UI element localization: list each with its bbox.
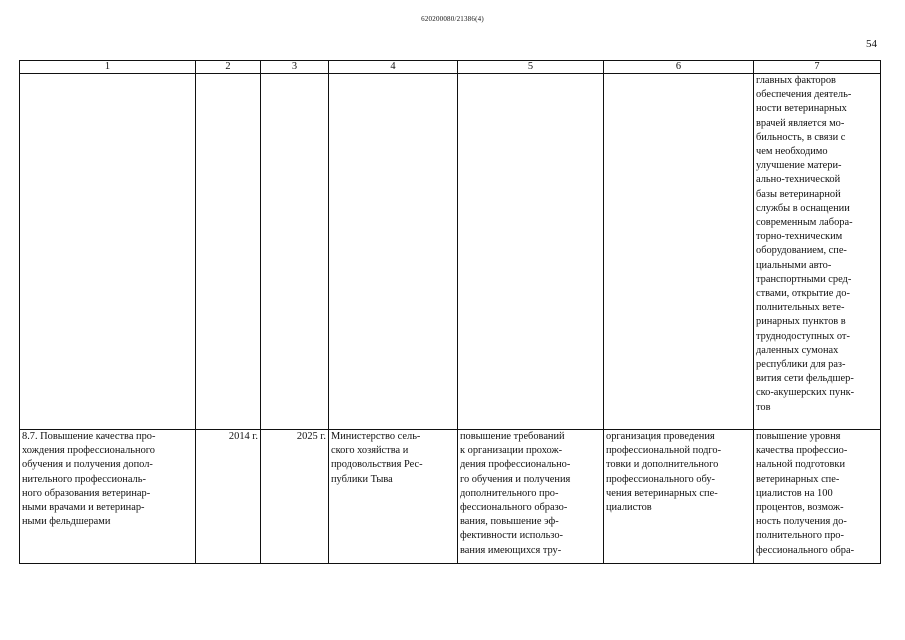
end-year-cell: 2025 г. xyxy=(261,430,329,564)
text-line: чения ветеринарных спе- xyxy=(606,487,718,499)
text-line: обучения и получения допол- xyxy=(22,459,153,471)
text-line: полнительных вете- xyxy=(756,302,845,314)
text-line: циалистов xyxy=(606,502,652,514)
column-number: 4 xyxy=(329,61,458,74)
text-line: полнительного про- xyxy=(756,530,844,542)
column-number: 6 xyxy=(604,61,754,74)
text-line: республики для раз- xyxy=(756,359,846,371)
text-line: тов xyxy=(756,401,771,413)
text-line: ствами, открытие до- xyxy=(756,288,850,300)
text-line: службы в оснащении xyxy=(756,202,850,214)
empty-cell xyxy=(196,74,261,430)
text-line: врачей является мо- xyxy=(756,117,845,129)
empty-cell xyxy=(458,74,604,430)
text-line: циалистов на 100 xyxy=(756,487,833,499)
text-line: чем необходимо xyxy=(756,146,828,158)
text-line: продовольствия Рес- xyxy=(331,459,423,471)
text-line: профессионального обу- xyxy=(606,473,716,485)
start-year-cell: 2014 г. xyxy=(196,430,261,564)
text-line: циальными авто- xyxy=(756,259,832,271)
text-line: 8.7. Повышение качества про- xyxy=(22,431,156,442)
main-directions-cell xyxy=(604,430,754,564)
empty-cell xyxy=(261,74,329,430)
column-number: 7 xyxy=(754,61,881,74)
text-line: Министерство сель- xyxy=(331,431,421,442)
text-line: товки и дополнительного xyxy=(606,459,719,471)
text-line: ными фельдшерами xyxy=(22,516,111,528)
text-line: дения профессионально- xyxy=(460,459,571,471)
text-line: даленных сумонах xyxy=(756,344,839,356)
document-table xyxy=(19,60,881,564)
text-line: современным лабора- xyxy=(756,217,853,229)
text-line: ально-технической xyxy=(756,174,841,186)
text-line: оборудованием, спе- xyxy=(756,245,847,257)
column-number: 2 xyxy=(196,61,261,74)
column-number-row xyxy=(20,61,881,74)
text-line: нальной подготовки xyxy=(756,459,846,471)
empty-cell xyxy=(604,74,754,430)
text-line: организация проведения xyxy=(606,431,715,442)
text-line: вания, повышение эф- xyxy=(460,516,559,528)
column-number: 5 xyxy=(458,61,604,74)
text-line: ско-акушерских пунк- xyxy=(756,387,855,399)
empty-cell xyxy=(20,74,196,430)
target-indicator-cell xyxy=(754,430,881,564)
responsible-executor-cell xyxy=(329,430,458,564)
column-number: 3 xyxy=(261,61,329,74)
text-line: к организации прохож- xyxy=(460,445,563,457)
text-line: ветеринарных спе- xyxy=(756,473,840,485)
text-line: фессионального образо- xyxy=(460,502,568,514)
page-number: 54 xyxy=(866,38,877,50)
continuation-row xyxy=(20,74,881,430)
text-line: вития сети фельдшер- xyxy=(756,373,854,385)
measure-name-cell xyxy=(20,430,196,564)
document-id: 620200080/21386(4) xyxy=(421,15,484,23)
text-line: качества профессио- xyxy=(756,445,848,457)
text-line: улучшение матери- xyxy=(756,160,842,172)
continuation-result-text xyxy=(754,74,881,430)
expected-result-cell xyxy=(458,430,604,564)
text-line: ными врачами и ветеринар- xyxy=(22,502,145,514)
text-line: повышение уровня xyxy=(756,431,841,442)
text-line: хождения профессионального xyxy=(22,445,155,457)
column-number: 1 xyxy=(20,61,196,74)
text-line: обеспечения деятель- xyxy=(756,89,852,101)
text-line: труднодоступных от- xyxy=(756,330,850,342)
text-line: профессиональной подго- xyxy=(606,445,722,457)
text-line: вания имеющихся тру- xyxy=(460,544,562,556)
text-line: главных факторов xyxy=(756,75,836,86)
text-line: торно-техническим xyxy=(756,231,843,243)
text-line: процентов, возмож- xyxy=(756,502,844,514)
text-line: ности ветеринарных xyxy=(756,103,847,115)
empty-cell xyxy=(329,74,458,430)
text-line: фессионального обра- xyxy=(756,544,855,556)
text-line: публики Тыва xyxy=(331,473,393,485)
text-line: дополнительного про- xyxy=(460,487,559,499)
text-line: го обучения и получения xyxy=(460,473,571,485)
text-line: базы ветеринарной xyxy=(756,188,841,200)
text-line: ского хозяйства и xyxy=(331,445,409,457)
text-line: бильность, в связи с xyxy=(756,131,846,143)
text-line: ность получения до- xyxy=(756,516,847,528)
text-line: ного образования ветеринар- xyxy=(22,487,151,499)
text-line: повышение требований xyxy=(460,431,565,442)
table-row xyxy=(20,430,881,564)
text-line: нительного профессиональ- xyxy=(22,473,146,485)
text-line: транспортными сред- xyxy=(756,273,852,285)
text-line: фективности использо- xyxy=(460,530,564,542)
text-line: ринарных пунктов в xyxy=(756,316,846,328)
